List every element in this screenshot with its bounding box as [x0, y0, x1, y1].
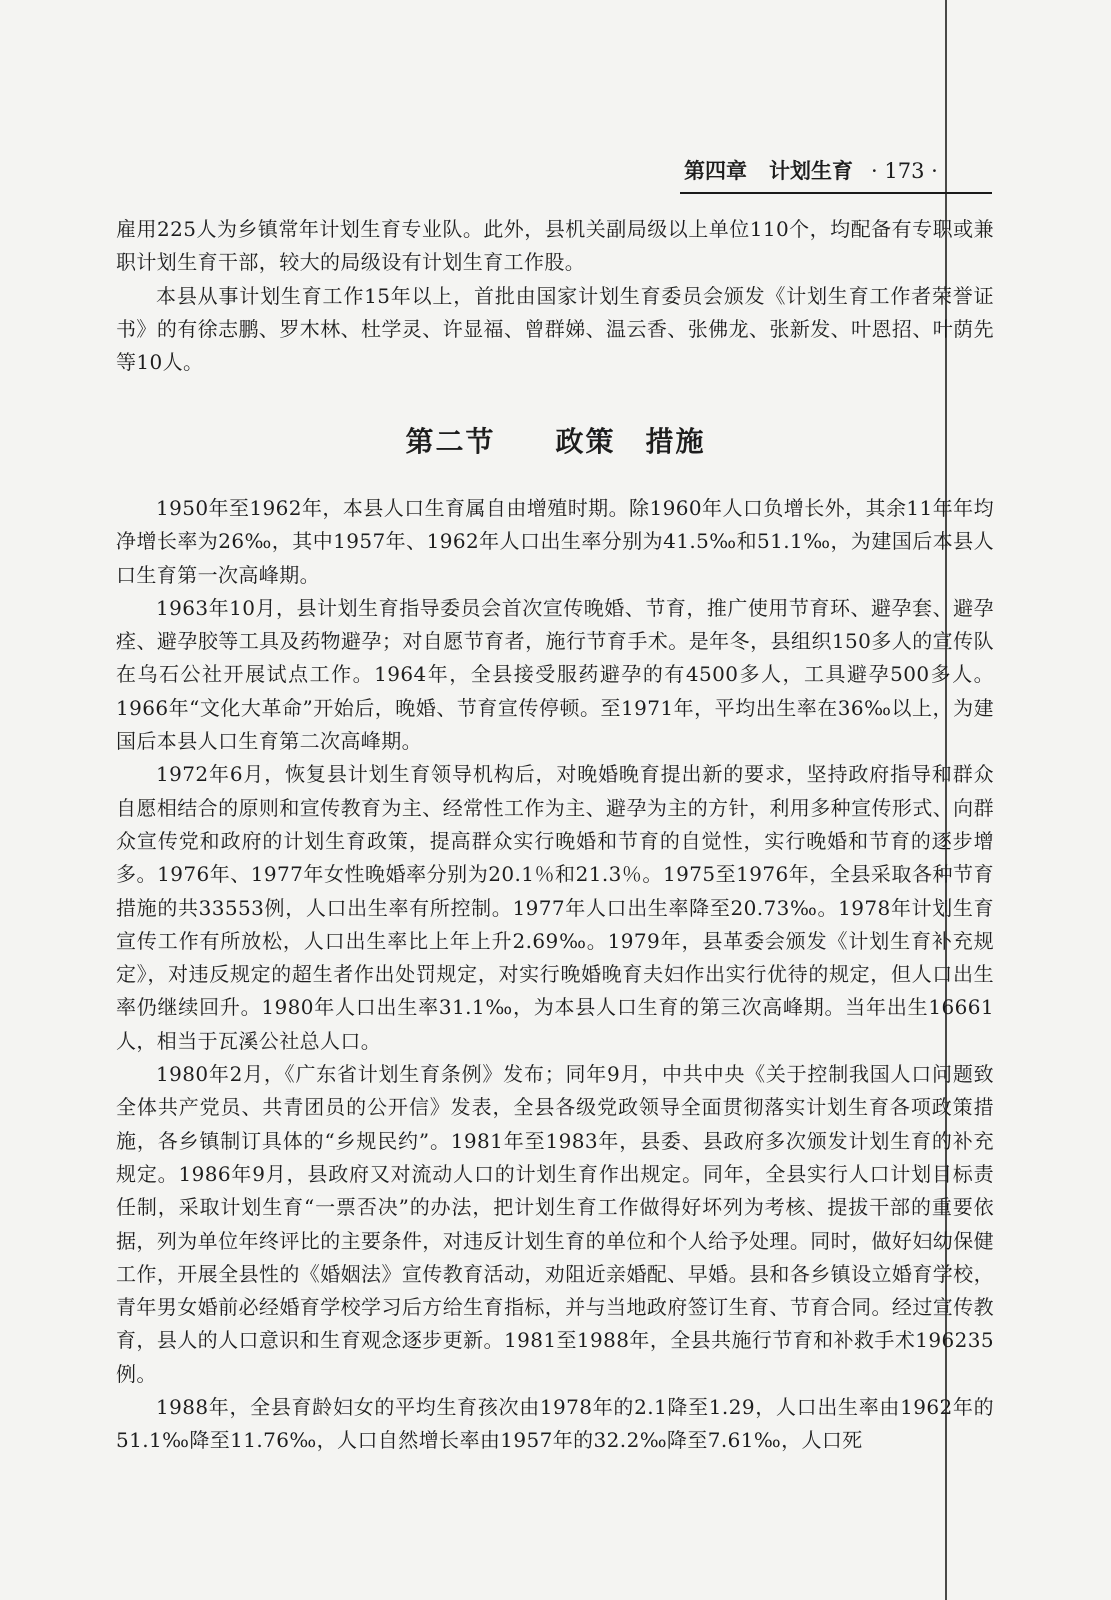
header-rule	[680, 192, 992, 194]
paragraph: 1963年10月，县计划生育指导委员会首次宣传晚婚、节育，推广使用节育环、避孕套、避孕痊、避孕胶等工具及药物避孕；对自愿节育者，施行节育手术。是年冬，县组织150多人的宣传队在乌石公社开展试点工作。1964年，全县接受服药避孕的有4500多人，工具避孕500多人。1966年“文化大革命”开始后，晚婚、节育宣传停顿。至1971年，平均出生率在36‰以上，为建国后本县人口生育第二次高峰期。	[116, 595, 994, 754]
paragraph: 1950年至1962年，本县人口生育属自由增殖时期。除1960年人口负增长外，其余11年年均净增长率为26‰，其中1957年、1962年人口出生率分别为41.5‰和51.1‰，为建国后本县人口生育第一次高峰期。	[116, 496, 994, 587]
section-title: 第二节 政策 措施	[405, 425, 706, 458]
paragraph: 1972年6月，恢复县计划生育领导机构后，对晚婚晚育提出新的要求，坚持政府指导和群众自愿相结合的原则和宣传教育为主、经常性工作为主、避孕为主的方针，利用多种宣传形式、向群众宣传党和政府的计划生育政策，提高群众实行晚婚和节育的自觉性，实行晚婚和节育的逐步增多。1976年、1977年女性晚婚率分别为20.1％和21.3％。1975至1976年，全县采取各种节育措施的共33553例，人口出生率有所控制。1977年人口出生率降至20.73‰。1978年计划生育宣传工作有所放松，人口出生率比上年上升2.69‰。1979年，县革委会颁发《计划生育补充规定》，对违反规定的超生者作出处罚规定，对实行晚婚晚育夫妇作出实行优待的规定，但人口出生率仍继续回升。1980年人口出生率31.1‰，为本县人口生育的第三次高峰期。当年出生16661人，相当于瓦溪公社总人口。	[116, 762, 994, 1053]
continued-text-block	[116, 213, 994, 379]
chapter-subject: 计划生育	[769, 159, 853, 183]
paragraph: 1980年2月，《广东省计划生育条例》发布；同年9月，中共中央《关于控制我国人口问题致全体共产党员、共青团员的公开信》发表，全县各级党政领导全面贯彻落实计划生育各项政策措施，各乡镇制订具体的“乡规民约”。1981年至1983年，县委、县政府多次颁发计划生育的补充规定。1986年9月，县政府又对流动人口的计划生育作出规定。同年，全县实行人口计划目标责任制，采取计划生育“一票否决”的办法，把计划生育工作做得好坏列为考核、提拔干部的重要依据，列为单位年终评比的主要条件，对违反计划生育的单位和个人给予处理。同时，做好妇幼保健工作，开展全县性的《婚姻法》宣传教育活动，劝阻近亲婚配、早婚。县和各乡镇设立婚育学校，青年男女婚前必经婚育学校学习后方给生育指标，并与当地政府签订生育、节育合同。经过宣传教育，县人的人口意识和生育观念逐步更新。1981至1988年，全县共施行节育和补救手术196235例。	[116, 1062, 994, 1386]
running-header	[684, 155, 994, 187]
policy-text-block	[116, 492, 994, 1458]
chapter-label: 第四章	[684, 159, 747, 183]
paragraph: 本县从事计划生育工作15年以上，首批由国家计划生育委员会颁发《计划生育工作者荣誉证书》的有徐志鹏、罗木林、杜学灵、许显福、曾群娣、温云香、张佛龙、张新发、叶恩招、叶荫先等10人。	[116, 283, 994, 375]
paragraph: 雇用225人为乡镇常年计划生育专业队。此外，县机关副局级以上单位110个，均配备有专职或兼职计划生育干部，较大的局级设有计划生育工作股。	[116, 217, 994, 275]
page-number: · 173 ·	[871, 159, 938, 183]
paragraph: 1988年，全县育龄妇女的平均生育孩次由1978年的2.1降至1.29，人口出生率由1962年的51.1‰降至11.76‰，人口自然增长率由1957年的32.2‰降至7.61‰，人口死	[116, 1395, 994, 1453]
